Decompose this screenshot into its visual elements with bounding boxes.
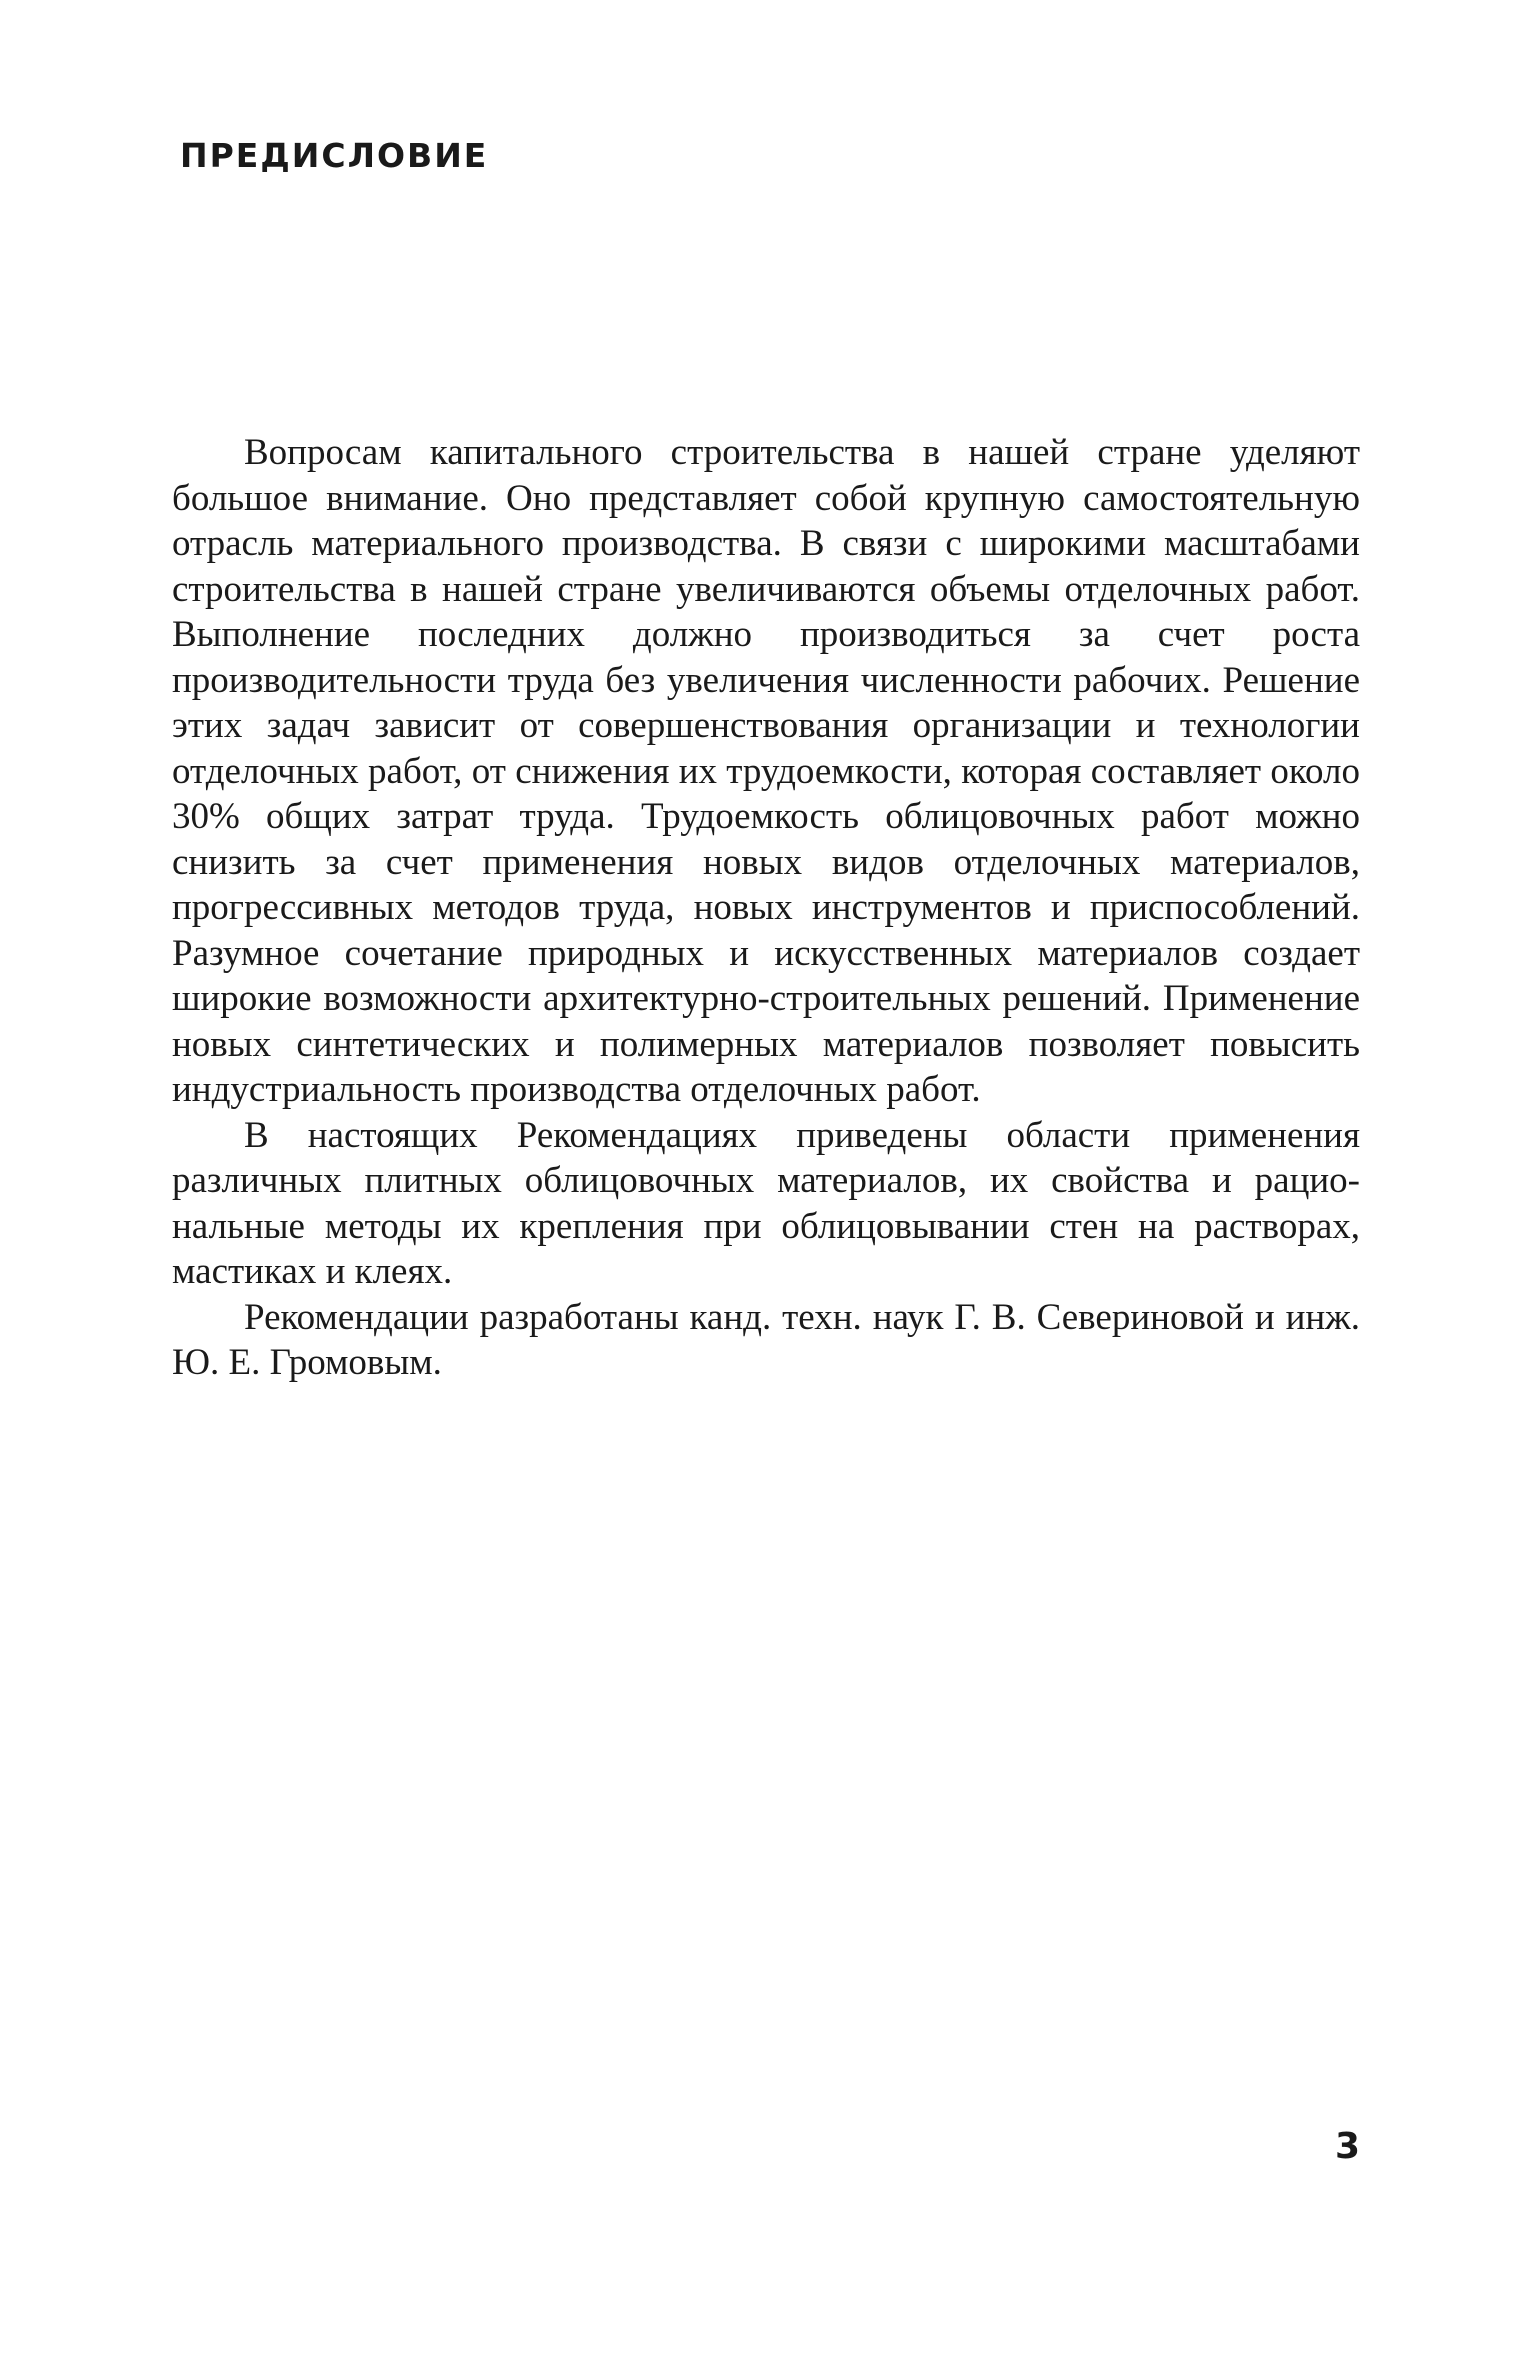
paragraph-scope: В настоящих Рекомендациях приведены области применения различных плитных облицовочных материалов, их свойства и рациональные методы их крепления при облицовывании стен на растворах, мастиках и клеях. (172, 1114, 1360, 1292)
paragraph-authors: Рекомендации разработаны канд. техн. наук Г. В. Севериновой и инж. Ю. Е. Громовым. (172, 1296, 1360, 1383)
page-title: ПРЕДИСЛОВИЕ (180, 136, 489, 175)
page-number: 3 (1334, 2126, 1360, 2167)
preface-body (172, 430, 1360, 1386)
paragraph-intro: Вопросам капитального строительства в нашей стране уделяют большое внимание. Оно представляет собой крупную самостоятельную отрасль материального производства. В связи с широкими масштабами строительства в нашей стране увеличиваются объемы отделочных работ. Выполнение последних должно производиться за счет роста производительности труда без увеличения численности рабочих. Решение этих задач зависит от совершенствования организации и технологии отделочных работ, от снижения их трудоемкости, которая составляет около 30% общих затрат труда. Трудоемкость облицовочных работ можно снизить за счет применения новых видов отделочных материалов, прогрессивных методов труда, новых инструментов и приспособлений. Разумное сочетание природных и искусственных материалов создает широкие возможности архитектурно-строительных решений. Применение новых синтетических и полимерных материалов позволяет повысить индустриальность производства отделочных работ. (172, 432, 1360, 1110)
